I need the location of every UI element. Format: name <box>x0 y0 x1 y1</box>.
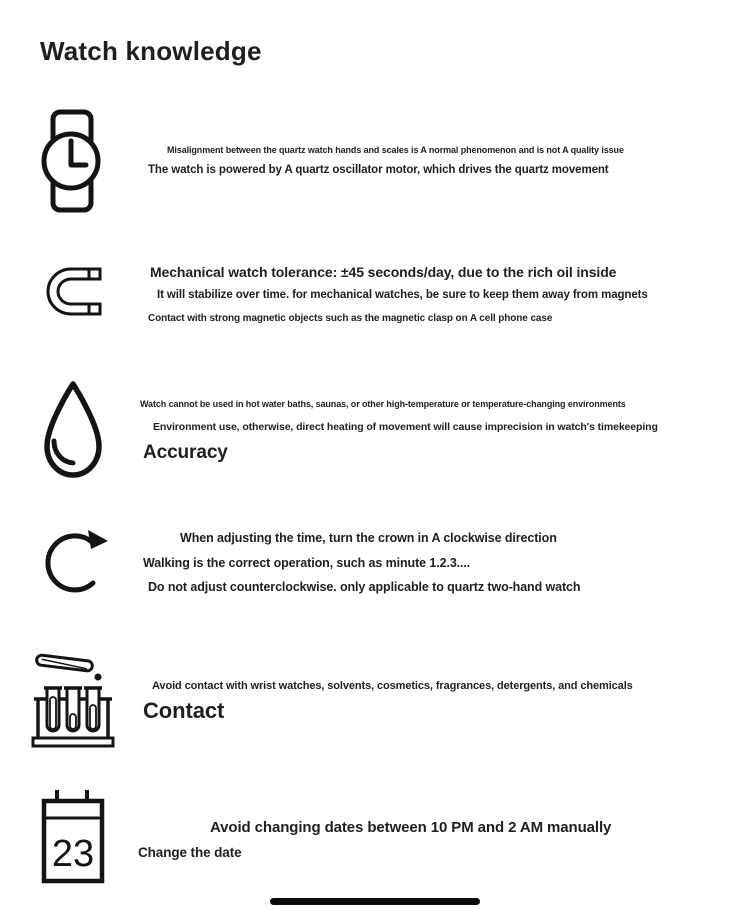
clockwise-arrow-icon <box>42 516 112 602</box>
magnet-note-secondary: It will stabilize over time. for mechanical watches, be sure to keep them away from magnets <box>157 289 648 301</box>
calendar-day-number: 23 <box>51 833 95 875</box>
date-note-main: Avoid changing dates between 10 PM and 2 AM manually <box>210 819 612 836</box>
crown-note-1: When adjusting the time, turn the crown in A clockwise direction <box>180 531 557 545</box>
crown-note-3: Do not adjust counterclockwise. only applicable to quartz two-hand watch <box>148 580 581 594</box>
temperature-note-small: Watch cannot be used in hot water baths, saunas, or other high-temperature or temperature-changing environments <box>140 399 626 409</box>
contact-heading: Contact <box>143 698 225 723</box>
calendar-icon <box>40 787 106 885</box>
magnet-note-main: Mechanical watch tolerance: ±45 seconds/day, due to the rich oil inside <box>150 264 617 280</box>
magnet-icon <box>40 260 108 322</box>
magnet-note-small: Contact with strong magnetic objects such as the magnetic clasp on A cell phone case <box>148 313 553 324</box>
quartz-note-small: Misalignment between the quartz watch hands and scales is A normal phenomenon and is not A quality issue <box>167 145 624 155</box>
test-tubes-icon <box>30 641 116 751</box>
page-title: Watch knowledge <box>40 36 262 66</box>
chemicals-note: Avoid contact with wrist watches, solvents, cosmetics, fragrances, detergents, and chemicals <box>152 680 633 692</box>
crown-note-2: Walking is the correct operation, such as minute 1.2.3.... <box>143 556 471 570</box>
water-drop-icon <box>40 379 106 481</box>
accuracy-heading: Accuracy <box>143 442 228 463</box>
temperature-note-secondary: Environment use, otherwise, direct heating of movement will cause imprecision in watch's timekeeping <box>153 421 658 433</box>
wristwatch-icon <box>38 108 104 214</box>
date-note-small: Change the date <box>138 845 242 860</box>
home-indicator-bar <box>270 898 480 905</box>
quartz-note-main: The watch is powered by A quartz oscillator motor, which drives the quartz movement <box>148 164 609 176</box>
